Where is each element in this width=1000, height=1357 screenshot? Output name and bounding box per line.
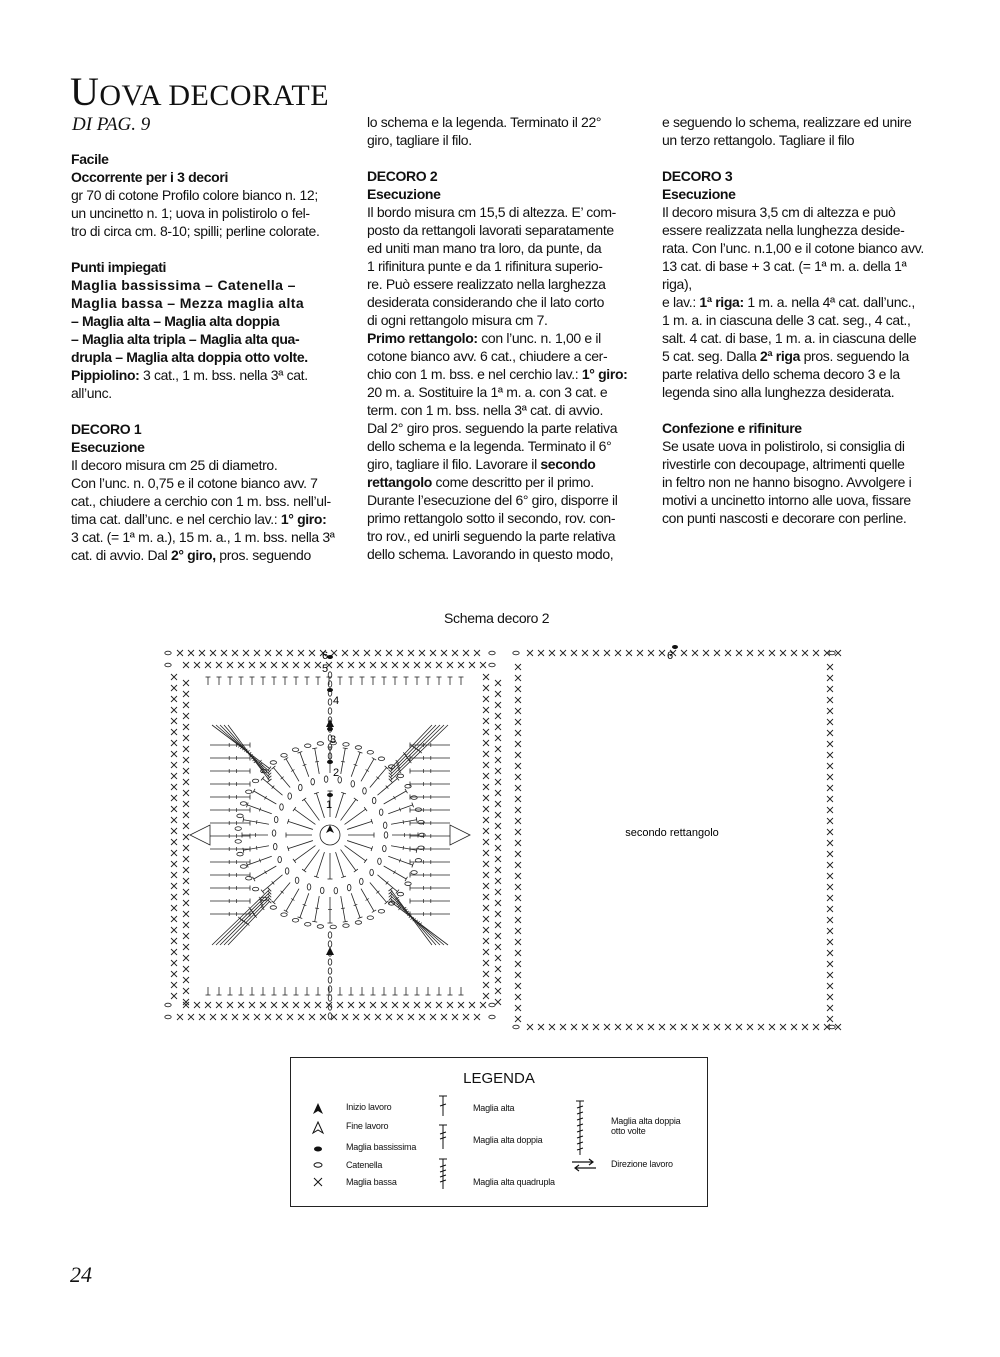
- stitches-line: Maglia bassissima – Catenella –: [71, 277, 296, 293]
- end-work-icon: [311, 1121, 325, 1135]
- col2-text: chio con 1 m. bss. e nel cerchio lav.:: [367, 366, 582, 382]
- col2-line: re. Può essere realizzato nella larghezza: [367, 276, 606, 292]
- single-crochet-icon: [311, 1175, 325, 1189]
- col2-line: giro, tagliare il filo.: [367, 132, 472, 148]
- col3-line: essere realizzata nella lunghezza deside-: [662, 222, 905, 238]
- decor1-line: Con l’unc. n. 0,75 e il cotone bianco avv. 7: [71, 475, 318, 491]
- first-rect-label: Primo rettangolo:: [367, 330, 478, 346]
- col2-line: di ogni rettangolo misura cm 7.: [367, 312, 548, 328]
- title-initial: U: [70, 69, 100, 114]
- quadruple-treble-icon: [436, 1158, 450, 1190]
- decor1-bold: 1° giro:: [280, 511, 327, 527]
- column-2: [367, 113, 639, 563]
- double-eight-times-icon: [573, 1100, 587, 1156]
- legend-item: Maglia alta quadrupla: [473, 1177, 555, 1187]
- decor2-heading: DECORO 2: [367, 168, 438, 184]
- legend-item: Catenella: [346, 1160, 383, 1170]
- round-label-1: 1: [326, 799, 333, 811]
- col2-line: ed uniti man mano tra loro, da punte, da: [367, 240, 602, 256]
- legend-item: Maglia bassa: [346, 1177, 397, 1187]
- legend-item: Maglia alta doppia otto volte: [611, 1116, 681, 1136]
- slip-stitch-icon: [311, 1141, 325, 1155]
- round-label-5: 5: [322, 663, 329, 675]
- stitches-line: Maglia bassa – Mezza maglia alta: [71, 295, 305, 311]
- col2-bold: 1° giro:: [581, 366, 628, 382]
- decor1-line: [71, 510, 343, 528]
- legend-item: Maglia alta doppia: [473, 1135, 543, 1145]
- col2-line: [367, 329, 639, 347]
- stitches-line: drupla – Maglia alta doppia otto volte.: [71, 349, 308, 365]
- col2-line: Il bordo misura cm 15,5 di altezza. E’ com-: [367, 204, 616, 220]
- col2-line: dello schema. Lavorando in questo modo,: [367, 546, 614, 562]
- chain-stitch-icon: [311, 1158, 325, 1172]
- col3-line: motivi a uncinetto intorno alle uova, fissare: [662, 492, 911, 508]
- decor1-line: [71, 546, 343, 564]
- col2-line: primo rettangolo sotto il secondo, rov. con-: [367, 510, 616, 526]
- col2-bold: secondo: [540, 456, 596, 472]
- decor1-exec: Esecuzione: [71, 439, 145, 455]
- col2-line: cotone bianco avv. 6 cat., chiudere a cer-: [367, 348, 608, 364]
- legend-box: [290, 1057, 708, 1207]
- col3-line: legenda sino alla lunghezza desiderata.: [662, 384, 895, 400]
- difficulty-label: Facile: [71, 151, 109, 167]
- picot-line-2: all’unc.: [71, 385, 112, 401]
- col3-text: 1 m. a. nella 4ª cat. dall’unc.,: [743, 294, 915, 310]
- col2-line: 20 m. a. Sostituire la 1ª m. a. con 3 cat. e: [367, 384, 608, 400]
- page-reference: DI PAG. 9: [72, 114, 151, 135]
- col3-line: con punti nascosti e decorare con perline.: [662, 510, 907, 526]
- col3-line: Il decoro misura 3,5 cm di altezza e può: [662, 204, 896, 220]
- col2-line: Dal 2° giro pros. seguendo la parte relativa: [367, 420, 618, 436]
- legend-item: Maglia bassissima: [346, 1142, 417, 1152]
- decor1-line: cat., chiudere a cerchio con 1 m. bss. nell’ul-: [71, 493, 331, 509]
- col2-bold: rettangolo: [367, 474, 432, 490]
- treble-crochet-icon: [436, 1124, 450, 1150]
- col3-line: 1 m. a. in ciascuna delle 3 cat. seg., 4 cat.,: [662, 312, 911, 328]
- work-direction-icon: [571, 1158, 597, 1172]
- stitches-heading: Punti impiegati: [71, 259, 167, 275]
- col3-text: pros. seguendo la: [800, 348, 909, 364]
- decor1-line: 3 cat. (= 1ª m. a.), 15 m. a., 1 m. bss. nella 3ª: [71, 529, 335, 545]
- picot-text: 3 cat., 1 m. bss. nella 3ª cat.: [139, 367, 308, 383]
- legend-item: Maglia alta: [473, 1103, 515, 1113]
- finish-heading: Confezione e rifiniture: [662, 420, 802, 436]
- col3-text: 5 cat. seg. Dalla: [662, 348, 760, 364]
- materials-line: gr 70 di cotone Profilo colore bianco n. 12;: [71, 187, 318, 203]
- col3-line: 13 cat. di base + 3 cat. (= 1ª m. a. della 1ª riga),: [662, 258, 907, 292]
- col3-line: rata. Con l’unc. n.1,00 e il cotone bianco avv.: [662, 240, 924, 256]
- materials-heading: Occorrente per i 3 decori: [71, 169, 228, 185]
- decor1-line: Il decoro misura cm 25 di diametro.: [71, 457, 278, 473]
- col3-line: salt. 4 cat. di base, 1 m. a. in ciascuna delle: [662, 330, 917, 346]
- col3-line: in feltro non ne hanno bisogno. Avvolgere i: [662, 474, 912, 490]
- round-label-4: 4: [333, 695, 340, 707]
- col3-text: e lav.:: [662, 294, 700, 310]
- col2-line: [367, 473, 639, 491]
- col2-line: tro rov., ed unirli seguendo la parte relativa: [367, 528, 616, 544]
- stitches-line: – Maglia alta – Maglia alta doppia: [71, 313, 280, 329]
- col3-line: parte relativa dello schema decoro 3 e la: [662, 366, 900, 382]
- col3-line: Se usate uova in polistirolo, si consiglia di: [662, 438, 905, 454]
- col3-line: [662, 347, 934, 365]
- column-1: [71, 150, 343, 564]
- start-work-icon: [311, 1102, 325, 1116]
- col3-bold: 1ª riga:: [699, 294, 744, 310]
- stitches-line: – Maglia alta tripla – Maglia alta qua-: [71, 331, 300, 347]
- col2-text: con l’unc. n. 1,00 e il: [477, 330, 601, 346]
- column-3: [662, 113, 934, 527]
- legend-item: Inizio lavoro: [346, 1102, 392, 1112]
- col2-line: lo schema e la legenda. Terminato il 22°: [367, 114, 602, 130]
- double-crochet-icon: [436, 1095, 450, 1117]
- round-label-2: 2: [333, 767, 340, 779]
- decor2-exec: Esecuzione: [367, 186, 441, 202]
- materials-line: un uncinetto n. 1; uova in polistirolo o fel-: [71, 205, 310, 221]
- col2-line: posto da rettangoli lavorati separatamente: [367, 222, 614, 238]
- picot-label: Pippiolino:: [71, 367, 140, 383]
- decor3-exec: Esecuzione: [662, 186, 736, 202]
- second-rectangle-label: secondo rettangolo: [625, 827, 719, 839]
- title-rest: OVA DECORATE: [99, 79, 330, 112]
- decor1-text: tima cat. dall’unc. e nel cerchio lav.:: [71, 511, 281, 527]
- picot-line: [71, 366, 343, 384]
- col2-text: giro, tagliare il filo. Lavorare il: [367, 456, 541, 472]
- page-title: [70, 70, 329, 118]
- col2-line: dello schema e la legenda. Terminato il 6°: [367, 438, 612, 454]
- page-number: 24: [70, 1262, 92, 1287]
- col3-line: e seguendo lo schema, realizzare ed unire: [662, 114, 912, 130]
- col2-text: come descritto per il primo.: [431, 474, 594, 490]
- col3-line: rivestirle con decoupage, altrimenti quelle: [662, 456, 905, 472]
- legend-title: LEGENDA: [463, 1070, 535, 1087]
- materials-line: tro di circa cm. 8-10; spilli; perline colorate.: [71, 223, 320, 239]
- col2-line: [367, 455, 639, 473]
- col2-line: 1 rifinitura punte e da 1 rifinitura superio-: [367, 258, 603, 274]
- decor1-text: pros. seguendo: [215, 547, 311, 563]
- col3-bold: 2ª riga: [759, 348, 801, 364]
- col3-line: un terzo rettangolo. Tagliare il filo: [662, 132, 855, 148]
- round-label-6-right: 6: [667, 650, 674, 662]
- round-label-6: 6: [322, 650, 329, 662]
- col2-line: desiderata considerando che il lato corto: [367, 294, 605, 310]
- col2-line: [367, 365, 639, 383]
- legend-item: Fine lavoro: [346, 1121, 389, 1131]
- decor1-text: cat. di avvio. Dal: [71, 547, 171, 563]
- col2-line: term. con 1 m. bss. nella 3ª cat. di avvio.: [367, 402, 604, 418]
- round-label-3: 3: [330, 734, 337, 746]
- decor1-bold: 2° giro,: [170, 547, 216, 563]
- legend-item: Direzione lavoro: [611, 1159, 673, 1169]
- col3-line: [662, 293, 934, 311]
- col2-line: Durante l’esecuzione del 6° giro, disporre il: [367, 492, 618, 508]
- decor3-heading: DECORO 3: [662, 168, 733, 184]
- crochet-chart: [150, 635, 860, 1035]
- schema-title: Schema decoro 2: [444, 610, 550, 626]
- decor1-heading: DECORO 1: [71, 421, 142, 437]
